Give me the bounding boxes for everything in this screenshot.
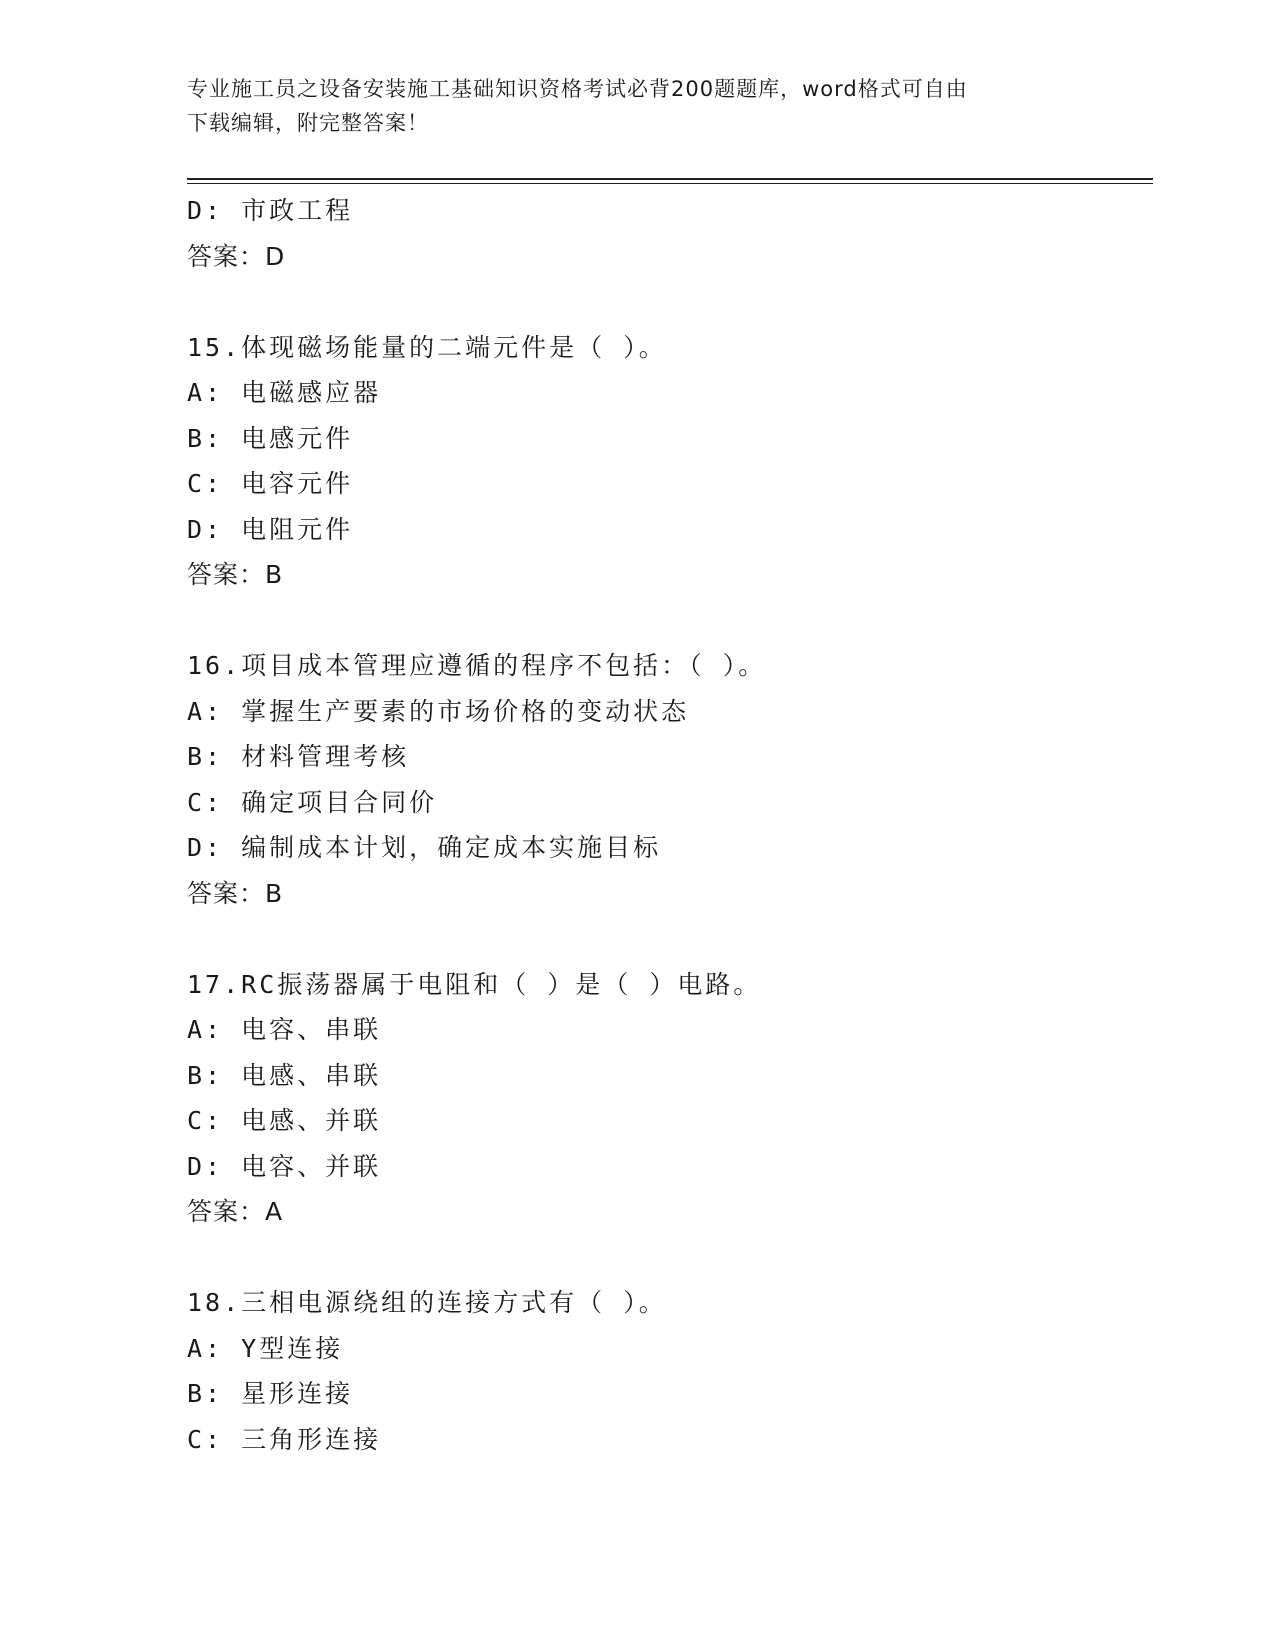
option-b: B: 电感元件 (187, 423, 354, 453)
header-line-1: 专业施工员之设备安装施工基础知识资格考试必背200题题库，word格式可自由 (187, 77, 968, 101)
question-stem: 16.项目成本管理应遵循的程序不包括：（ ）。 (187, 651, 767, 680)
answer-line: 答案：D (187, 241, 286, 271)
header-divider-thick (187, 178, 1153, 180)
option-d: D: 编制成本计划，确定成本实施目标 (187, 833, 662, 862)
page-header (187, 72, 1067, 140)
question-stem: 15.体现磁场能量的二端元件是（ ）。 (187, 332, 667, 362)
option-d: D: 市政工程 (187, 196, 354, 225)
option-c: C: 电容元件 (187, 469, 354, 498)
question-15 (187, 325, 1147, 598)
option-a: A: 电容、串联 (187, 1015, 382, 1044)
answer-line: 答案：A (187, 1197, 284, 1226)
question-stem: 18.三相电源绕组的连接方式有（ ）。 (187, 1288, 667, 1317)
question-18 (187, 1280, 1147, 1462)
option-b: B: 星形连接 (187, 1379, 354, 1408)
option-b: B: 电感、串联 (187, 1060, 382, 1090)
option-c: C: 确定项目合同价 (187, 787, 438, 817)
option-d: D: 电阻元件 (187, 514, 354, 544)
question-stem: 17.RC振荡器属于电阻和（ ）是（ ）电路。 (187, 969, 762, 999)
header-divider-thin (187, 183, 1153, 184)
option-a: A: 电磁感应器 (187, 378, 382, 407)
option-a: A: Y型连接 (187, 1333, 344, 1363)
option-d: D: 电容、并联 (187, 1151, 382, 1181)
option-a: A: 掌握生产要素的市场价格的变动状态 (187, 696, 690, 726)
question-carryover (187, 188, 1147, 279)
answer-line: 答案：B (187, 878, 284, 908)
answer-line: 答案：B (187, 560, 284, 589)
option-b: B: 材料管理考核 (187, 742, 410, 771)
option-c: C: 三角形连接 (187, 1424, 382, 1454)
question-16 (187, 643, 1147, 916)
question-17 (187, 962, 1147, 1235)
option-c: C: 电感、并联 (187, 1106, 382, 1135)
header-line-2: 下载编辑，附完整答案！ (187, 111, 429, 135)
question-list (187, 188, 1147, 1462)
